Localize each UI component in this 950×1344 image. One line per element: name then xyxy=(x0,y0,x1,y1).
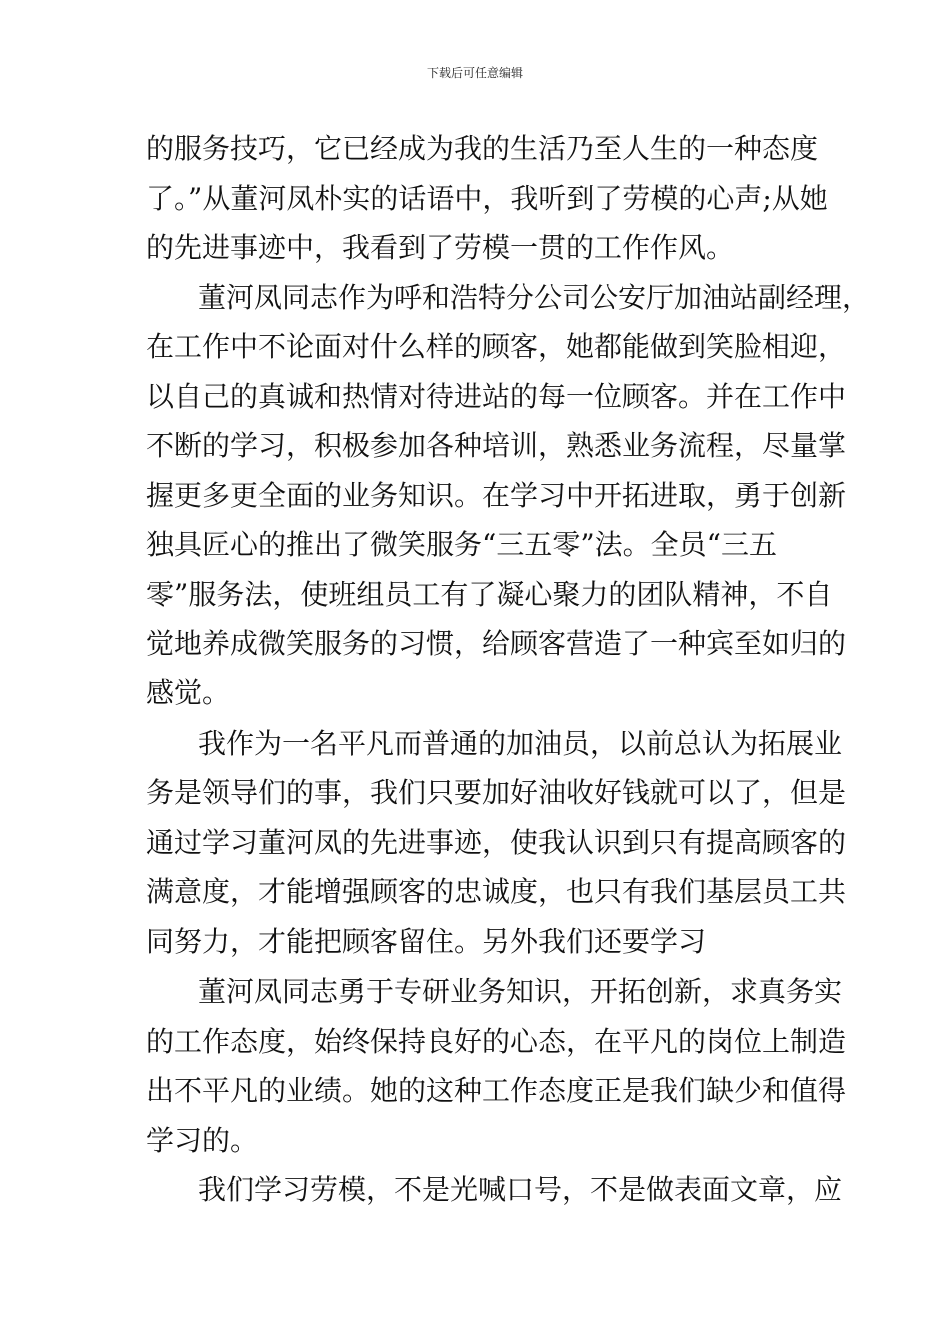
text-line: 了。”从董河凤朴实的话语中，我听到了劳模的心声;从她 xyxy=(146,182,828,215)
text-line: 不断的学习，积极参加各种培训，熟悉业务流程，尽量掌 xyxy=(146,429,847,462)
text-line: 独具匠心的推出了微笑服务“三五零”法。全员“三五 xyxy=(146,528,777,561)
text-line: 零”服务法，使班组员工有了凝心聚力的团队精神，不自 xyxy=(146,578,833,611)
text-line: 握更多更全面的业务知识。在学习中开拓进取，勇于创新 xyxy=(146,479,847,512)
text-line: 的先进事迹中，我看到了劳模一贯的工作作风。 xyxy=(146,231,735,264)
text-line: 董河凤同志勇于专研业务知识，开拓创新，求真务实 xyxy=(198,975,843,1008)
text-line: 觉地养成微笑服务的习惯，给顾客营造了一种宾至如归的 xyxy=(146,627,847,660)
text-line: 务是领导们的事，我们只要加好油收好钱就可以了，但是 xyxy=(146,776,847,809)
text-line: 满意度，才能增强顾客的忠诚度，也只有我们基层员工共 xyxy=(146,875,847,908)
text-line: 同努力，才能把顾客留住。另外我们还要学习 xyxy=(146,925,707,958)
text-line: 的工作态度，始终保持良好的心态，在平凡的岗位上制造 xyxy=(146,1025,847,1058)
text-line: 在工作中不论面对什么样的顾客，她都能做到笑脸相迎， xyxy=(146,330,847,363)
text-line: 的服务技巧，它已经成为我的生活乃至人生的一种态度 xyxy=(146,132,819,165)
text-line: 出不平凡的业绩。她的这种工作态度正是我们缺少和值得 xyxy=(146,1074,847,1107)
text-line: 董河凤同志作为呼和浩特分公司公安厅加油站副经理， xyxy=(198,281,871,314)
text-line: 通过学习董河凤的先进事迹，使我认识到只有提高顾客的 xyxy=(146,826,847,859)
text-line: 以自己的真诚和热情对待进站的每一位顾客。并在工作中 xyxy=(146,380,847,413)
text-line: 我们学习劳模，不是光喊口号，不是做表面文章，应 xyxy=(198,1173,843,1206)
text-line: 感觉。 xyxy=(146,676,231,709)
text-line: 我作为一名平凡而普通的加油员，以前总认为拓展业 xyxy=(198,727,843,760)
text-line: 学习的。 xyxy=(146,1124,259,1157)
page-header: 下载后可任意编辑 xyxy=(426,66,523,80)
